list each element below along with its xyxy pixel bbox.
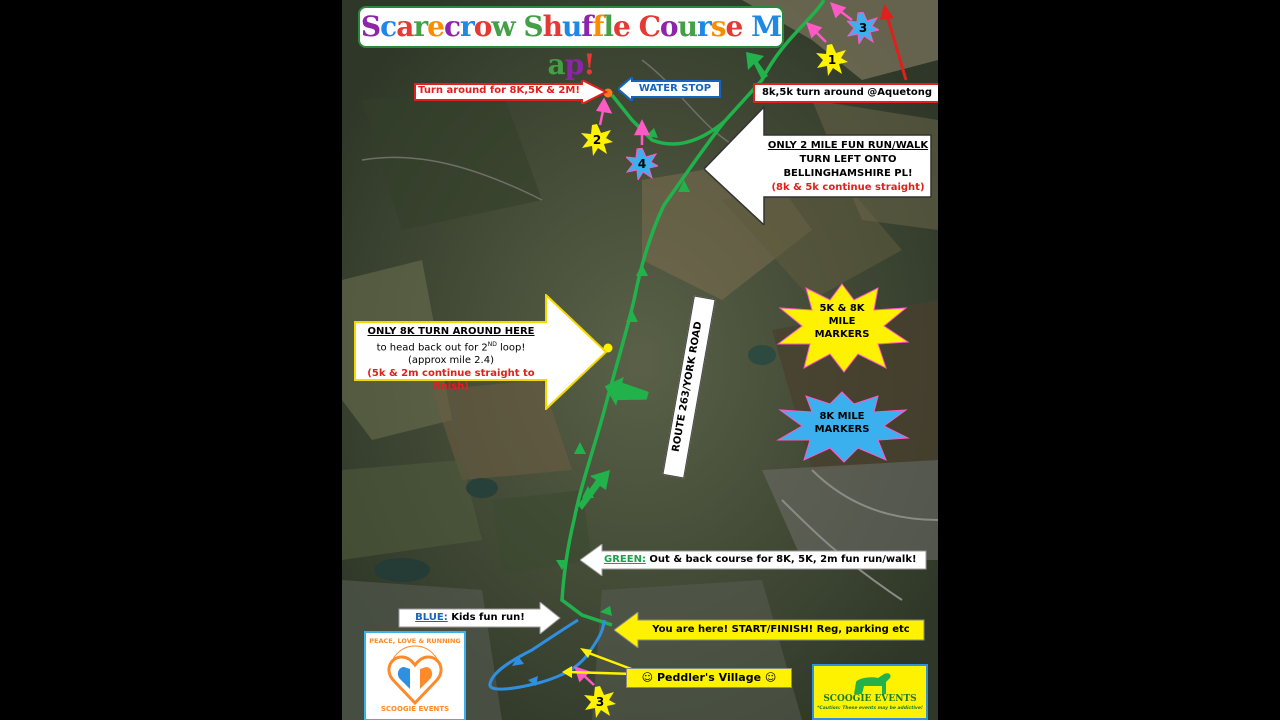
mile-marker-1: 1 [816,44,848,76]
title-letter: u [677,10,697,43]
title-letter: r [460,10,474,43]
title-letter: C [638,10,660,43]
title-letter: e [613,10,630,43]
title-letter: M [751,10,782,43]
start-finish-callout [614,612,926,648]
mile-marker-3-top: 3 [847,12,879,44]
title-letter [630,8,639,46]
title-letter: e [725,10,743,43]
two-mile-line-2: TURN LEFT ONTO [799,154,897,165]
title-letter [742,8,751,46]
logo-arc-text: PEACE, LOVE & RUNNING [369,637,461,645]
title-letter [515,8,524,46]
title-letter: a [547,48,565,81]
road-label: ROUTE 263/YORK ROAD [662,295,715,478]
peace-love-running-logo [364,631,466,720]
eightk-line-4: (5k & 2m continue straight to finish) [367,368,535,393]
title-letter: a [396,10,414,43]
mile-marker-2: 2 [581,124,613,156]
eightk-line-3: (approx mile 2.4) [408,355,494,367]
title-letter: u [561,10,582,43]
green-key-label: GREEN: [604,554,646,565]
title-letter: o [473,10,492,43]
course-map [342,0,938,720]
title-letter: S [360,10,381,43]
title-letter: e [427,10,444,43]
title-letter: l [603,10,614,43]
title-letter: ! [583,48,595,81]
turnaround-text: Turn around for 8K,5K & 2M! [418,85,580,96]
title-letter: c [443,10,461,43]
turnaround-callout [414,83,584,101]
two-mile-callout [704,105,934,225]
two-mile-line-4: (8k & 5k continue straight) [771,182,925,193]
title-letter: f [592,10,604,43]
page-title [358,6,784,81]
title-letter: p [564,48,584,81]
scoogie-events-logo [812,664,928,720]
peddlers-village-label: ☺ Peddler's Village ☺ [626,668,792,688]
eightk-callout [354,294,608,410]
scoogie-tagline: *Caution: These events may be addictive! [817,706,923,711]
title-letter: r [696,10,711,43]
green-key-text: Out & back course for 8K, 5K, 2m fun run/walk! [645,554,917,565]
blue-key-label: BLUE: [415,612,448,623]
scoogie-name: SCOOGIE EVENTS [823,694,917,704]
title-letter: h [542,10,562,43]
legend-blue-marker: 8K MILE MARKERS [774,390,910,464]
two-mile-line-3: BELLINGHAMSHIRE PL! [783,168,913,179]
title-letter: f [581,10,593,43]
title-letter: s [710,10,726,43]
title-letter: c [380,10,397,43]
aquetong-turnaround-label: 8k,5k turn around @Aquetong [753,83,938,103]
eightk-line-2: to head back out for 2ND loop! [376,341,526,354]
title-letter: w [491,10,515,43]
two-mile-line-1: ONLY 2 MILE FUN RUN/WALK [767,140,929,151]
title-letter: r [413,10,428,43]
mile-marker-3-bottom: 3 [584,686,616,718]
water-stop-callout [618,78,722,100]
title-letter: o [659,10,678,43]
blue-key-text: Kids fun run! [447,612,525,623]
eightk-line-1: ONLY 8K TURN AROUND HERE [367,326,535,337]
start-finish-text: You are here! START/FINISH! Reg, parking etc [652,624,910,635]
water-stop-text: WATER STOP [638,83,712,94]
title-letter: S [523,10,543,43]
green-route-key [580,544,928,574]
blue-route-key [398,602,562,632]
legend-yellow-marker: 5K & 8K MILE MARKERS [774,282,910,374]
logo-bottom-text: SCOOGIE EVENTS [380,705,450,713]
mile-marker-4: 4 [626,148,658,180]
